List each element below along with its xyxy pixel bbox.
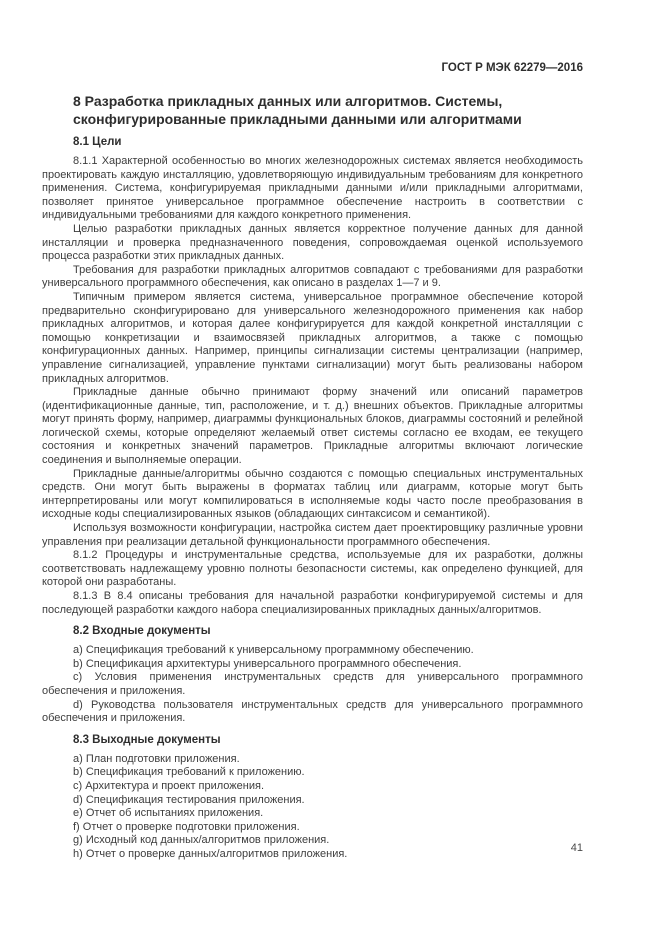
section-8-1-heading: 8.1 Цели — [73, 136, 122, 148]
paragraph: 8.1.2 Процедуры и инструментальные средства, используемые для их разработки, должны соответствовать надлежащему уровню полноты безопасности системы, как определено функцией, для которой они разработаны. — [42, 549, 583, 589]
list-item: d) Спецификация тестирования приложения. — [73, 793, 305, 806]
page-content — [42, 0, 583, 862]
section-8-2-heading: 8.2 Входные документы — [73, 625, 211, 638]
list-item: a) Спецификация требований к универсальному программному обеспечению. — [73, 644, 474, 657]
section-8-3-heading: 8.3 Выходные документы — [73, 733, 221, 746]
page-number: 41 — [570, 842, 583, 854]
list-item: c) Условия применения инструментальных средств для универсального программного обеспечения и приложения. — [42, 671, 583, 697]
paragraph: Типичным примером является система, универсальное программное обеспечение которой предварительно сконфигурировано для универсального железнодорожного применения как набор прикладных алгоритмов, и которая далее конфигурируется для каждой конкретной инсталляции с помощью конкретизации и взаимосвязей прикладных алгоритмов, а также с помощью конфигурационных данных. Например, принципы сигнализации системы централизации (например, управление сигнализацией, управление пунктами сигнализации) могут быть реализованы набором прикладных алгоритмов. — [42, 290, 583, 385]
chapter-heading: 8 Разработка прикладных данных или алгоритмов. Системы, сконфигурированные прикладными данными или алгоритмами — [73, 93, 522, 127]
list-item: d) Руководства пользователя инструментальных средств для универсального программного обеспечения и приложения. — [42, 698, 583, 725]
paragraph: 8.1.1 Характерной особенностью во многих железнодорожных системах является необходимость проектировать каждую инсталляцию, удовлетворяющую индивидуальным требованиям для конкретного применения. Система, конфигурируемая прикладными данными и/или прикладными алгоритмами, позволяет принятое универсальное программное обеспечение настроить в соответствии с индивидуальными требованиями для каждого конкретного применения. — [42, 155, 583, 222]
list-item: a) План подготовки приложения. — [73, 752, 240, 765]
paragraph: 8.1.3 В 8.4 описаны требования для начальной разработки конфигурируемой системы и для последующей разработки каждого набора специализированных прикладных данных/алгоритмов. — [42, 590, 583, 616]
list-item: g) Исходный код данных/алгоритмов приложения. — [73, 834, 330, 847]
list-item: f) Отчет о проверке подготовки приложения. — [73, 820, 300, 833]
paragraph: Требования для разработки прикладных алгоритмов совпадают с требованиями для разработки универсального программного обеспечения, как описано в разделах 1—7 и 9. — [42, 263, 583, 290]
list-item: c) Архитектура и проект приложения. — [73, 779, 264, 792]
list-item: b) Спецификация требований к приложению. — [73, 766, 305, 779]
doc-number-header: ГОСТ Р МЭК 62279—2016 — [441, 62, 583, 74]
paragraph: Целью разработки прикладных данных является корректное получение данных для данной инсталляции и проверка предназначенного поведения, сопровождаемая оценкой используемого процесса разработки этих прикладных данных. — [42, 222, 583, 263]
paragraph: Используя возможности конфигурации, настройка систем дает проектировщику различные уровни управления при реализации детальной функциональности программного обеспечения. — [42, 522, 583, 548]
list-item: e) Отчет об испытаниях приложения. — [73, 807, 264, 820]
list-item: h) Отчет о проверке данных/алгоритмов приложения. — [73, 847, 348, 860]
paragraph: Прикладные данные обычно принимают форму значений или описаний параметров (идентификационные данные, тип, расположение, и т. д.) внешних объектов. Прикладные алгоритмы могут принять форму, например, диаграммы функциональных блоков, диаграммы состояний и релейной логической схемы, которые определяют желаемый ответ системы согласно ее входам, ее текущего состояния и конкретных значений параметров. Прикладные алгоритмы включают логические соединения и выполняемые операции. — [42, 386, 583, 467]
paragraph: Прикладные данные/алгоритмы обычно создаются с помощью специальных инструментальных средств. Они могут быть выражены в форматах таблиц или диаграмм, которые могут быть интерпретированы или могут компилироваться в исполняемые коды часто после преобразования в исходные коды специализированных языков (обладающих синтаксисом и семантикой). — [42, 467, 583, 521]
list-item: b) Спецификация архитектуры универсального программного обеспечения. — [73, 657, 462, 670]
